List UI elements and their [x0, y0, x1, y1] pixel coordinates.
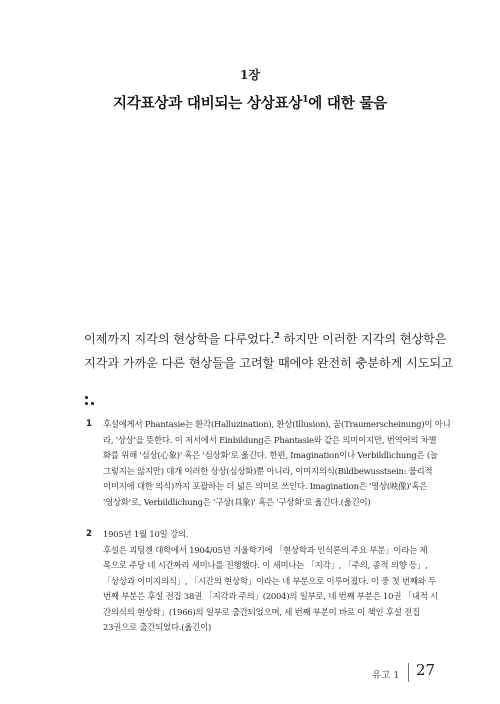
footer-divider: [408, 663, 409, 682]
page-number: 27: [416, 661, 436, 679]
body-line-1-post: 하지만 이러한 지각의 현상학은: [279, 332, 447, 347]
chapter-title: [0, 92, 500, 113]
running-head: 유고 1: [372, 670, 400, 681]
footnote-line: 간의식의 현상학」(1966)의 일부로 출간되었으며, 세 번째 부분이 바로 이 책인 후설 전집: [103, 606, 420, 617]
footnote-line: '영상화'로, Verbildlichung은 '구상(具象)' 혹은 '구상화'로 옮긴다.(옮긴이): [103, 496, 371, 507]
body-line-1-pre: 이제까지 지각의 현상학을 다루었다.: [84, 332, 275, 347]
footnote-ref-1: 1: [302, 95, 309, 106]
footnote-number: 2: [86, 529, 93, 539]
footnote-separator-icon: [85, 396, 95, 406]
chapter-title-tail: 에 대한 물음: [308, 95, 387, 112]
footnote-line: 목으로 주당 네 시간짜리 세미나를 진행했다. 이 세미나는 「지각」, 「주의, 종적 의향 등」,: [103, 560, 428, 570]
chapter-label: 1장: [240, 68, 260, 82]
footnote-line: 「상상과 이미지의식」, 「시간의 현상학」이라는 네 부분으로 이루어졌다. 이 중 첫 번째와 두: [103, 575, 436, 586]
body-line-1: [84, 330, 447, 347]
footnote-line: 번째 부분은 후설 전집 38권 「지각과 주의」(2004)의 일부로, 네 번째 부분은 10권 「내적 시: [103, 591, 438, 601]
footnote-line: 23권으로 출간되었다.(옮긴이): [103, 622, 212, 632]
footnote-line: 후설은 괴팅겐 대학에서 1904/05년 겨울학기에 「현상학과 인식론의 주요 부분」이라는 제: [103, 544, 428, 555]
footnote-line: 1905년 1월 10일 강의.: [103, 529, 189, 539]
chapter-title-main: 지각표상과 대비되는 상상표상: [113, 95, 303, 112]
footnote-line: 그렇지는 않지만) 대개 이러한 상상(심상화)뿐 아니라, 이미지의식(Bildbewusstsein: 물리적: [103, 465, 433, 476]
body-line-2: 지각과 가까운 다른 현상들을 고려할 때에야 완전히 충분하게 시도되고: [84, 356, 453, 370]
footnote-number: 1: [86, 419, 93, 429]
footnote-line: 후설에게서 Phantasie는 환각(Halluzination), 환상(Illusion), 꿈(Traumerscheinung)이 아니: [103, 419, 451, 429]
footnote-line: 라, '상상'을 뜻한다. 이 저서에서 Einbildung은 Phantasie와 같은 의미이지만, 번역어의 차별: [103, 434, 437, 445]
footnote-line: 화를 위해 '심상(心象)' 혹은 '심상화'로 옮긴다. 한편, Imagination이나 Verbildlichung은 (늘: [103, 450, 438, 460]
footnote-line: 이미지에 대한 의식)까지 포괄하는 더 넓은 의미로 쓰인다. Imagination은 '영상(映像)'혹은: [103, 481, 428, 491]
footnote-ref-2: 2: [274, 330, 280, 340]
